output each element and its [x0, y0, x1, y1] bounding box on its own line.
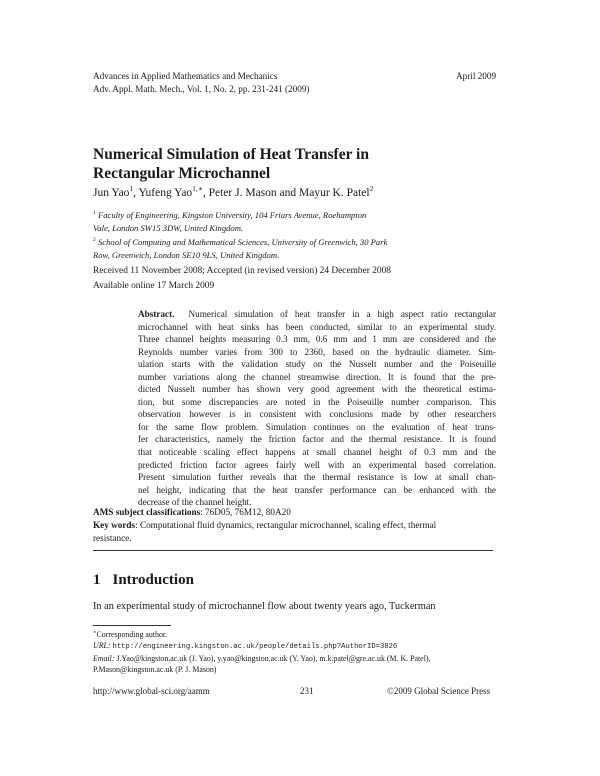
- abstract-text: tion, but some discrepancies are noted in the Poiseuille number comparison. This: [138, 396, 496, 407]
- author-name: Yufeng Yao: [138, 187, 193, 199]
- paper-title-line-2: Rectangular Microchannel: [93, 165, 271, 182]
- keywords-value: : Computational fluid dynamics, rectangular microchannel, scaling effect, thermal: [135, 520, 437, 530]
- abstract-line: [138, 459, 496, 472]
- abstract-label: Abstract.: [138, 309, 175, 319]
- author-separator: and: [276, 187, 300, 199]
- abstract-line: [138, 371, 496, 384]
- abstract-text: that noticeable scaling effect happens at small channel height of 0.3 mm and the: [138, 447, 496, 458]
- paper-title-line-1: Numerical Simulation of Heat Transfer in: [93, 146, 369, 163]
- affil-mark: 2: [93, 237, 96, 244]
- author-separator: ,: [202, 187, 209, 199]
- abstract-line: [138, 396, 496, 409]
- abstract-line: [138, 421, 496, 434]
- abstract-text: Numerical simulation of heat transfer in a high aspect ratio rectangular: [188, 309, 496, 319]
- affil-line: Faculty of Engineering, Kingston University, 104 Friars Avenue, Roehampton: [97, 210, 367, 220]
- affil-mark: 1: [93, 210, 96, 217]
- section-number: 1: [93, 572, 101, 588]
- author-name: Jun Yao: [93, 187, 130, 199]
- corr-mark: ∗: [93, 629, 97, 636]
- keywords-value-cont: resistance.: [93, 532, 132, 543]
- author-name: Peter J. Mason: [208, 187, 277, 199]
- affil-line: Row, Greenwich, London SE10 9LS, United Kingdom.: [93, 250, 280, 260]
- abstract-line: [138, 333, 496, 346]
- abstract-text: for the same flow problem. Simulation continues on the evaluation of heat trans-: [138, 421, 496, 432]
- copyright: ©2009 Global Science Press: [387, 686, 491, 696]
- email-list[interactable]: J.Yao@kingston.ac.uk (J. Yao), y.yao@kingston.ac.uk (Y. Yao), m.k.patel@gre.ac.uk (M. K. Patel),: [116, 654, 431, 663]
- received-date: Received 11 November 2008; Accepted (in revised version) 24 December 2008: [93, 266, 391, 276]
- affiliation-1: [93, 209, 503, 235]
- footer-url[interactable]: http://www.global-sci.org/aamm: [93, 686, 210, 696]
- corresponding-author-note: Corresponding author.: [96, 630, 168, 639]
- abstract-line: [138, 484, 496, 497]
- abstract-line: [138, 358, 496, 371]
- abstract-line: [138, 408, 496, 421]
- abstract-line: [138, 383, 496, 396]
- affil-line: School of Computing and Mathematical Sciences, University of Greenwich, 30 Park: [97, 237, 388, 247]
- abstract-text: Reynolds number varies from 300 to 2360, based on the hydraulic diameter. Sim-: [138, 346, 496, 357]
- author-affil-mark: 2: [369, 184, 374, 194]
- section-heading: [93, 572, 194, 589]
- section-title: Introduction: [112, 572, 194, 588]
- ams-label: AMS subject classifications: [93, 507, 201, 517]
- url-label: URL:: [93, 641, 111, 650]
- author-list: [93, 184, 374, 199]
- abstract-text: number variations along the channel streamwise direction. It is found that the pre-: [138, 371, 496, 382]
- abstract-line: [138, 446, 496, 459]
- affil-line: Vale, London SW15 3DW, United Kingdom.: [93, 223, 244, 233]
- footnotes: [93, 629, 513, 675]
- abstract-text: dicted Nusselt number has shown very good agreement with the theoretical estima-: [138, 384, 496, 395]
- issue-date: April 2009: [456, 71, 497, 81]
- abstract-line: [138, 471, 496, 484]
- keywords-label: Key words: [93, 520, 136, 530]
- abstract-line: [138, 321, 496, 334]
- affiliation-2: [93, 236, 503, 262]
- abstract-text: microchannel with heat sinks has been conducted, similar to an experimental study.: [138, 321, 496, 332]
- online-date: Available online 17 March 2009: [93, 281, 215, 291]
- intro-paragraph: In an experimental study of microchannel flow about twenty years ago, Tuckerman: [93, 601, 436, 612]
- abstract-text: nel height, indicating that the heat transfer performance can be enhanced with the: [138, 484, 496, 495]
- footnote-rule: [93, 625, 171, 626]
- email-label: Email:: [93, 654, 115, 663]
- author-url-link[interactable]: http://engineering.kingston.ac.uk/people/details.php?AuthorID=3826: [112, 643, 398, 651]
- abstract-text: Present simulation further reveals that the thermal resistance is low at small chan-: [138, 472, 496, 483]
- abstract-line: [138, 346, 496, 359]
- abstract-line: [138, 433, 496, 446]
- journal-citation: Adv. Appl. Math. Mech., Vol. 1, No. 2, pp. 231-241 (2009): [93, 84, 310, 94]
- abstract-text: predicted friction factor agrees fairly well with an experimental based correlation.: [138, 459, 496, 470]
- author-affil-mark: 1: [129, 184, 134, 194]
- author-separator: ,: [133, 187, 139, 199]
- author-affil-mark: 1,∗: [192, 184, 203, 194]
- abstract-divider: [93, 550, 493, 551]
- abstract-text: observation however is in consistent with conclusions made by other researchers: [138, 409, 496, 420]
- ams-classifications: [93, 506, 291, 519]
- abstract-text: decrease of the channel height.: [138, 497, 252, 508]
- email-list-cont[interactable]: P.Mason@kingston.ac.uk (P. J. Mason): [93, 665, 217, 674]
- abstract: [138, 308, 496, 509]
- abstract-line: [138, 308, 496, 321]
- abstract-text: ulation starts with the validation study on the Nusselt number and the Poiseuille: [138, 359, 496, 370]
- keywords: [93, 519, 503, 544]
- journal-name: Advances in Applied Mathematics and Mechanics: [93, 71, 278, 81]
- abstract-text: fer characteristics, namely the friction factor and the thermal resistance. It is found: [138, 434, 496, 445]
- abstract-text: Three channel heights measuring 0.3 mm, 0.6 mm and 1 mm are considered and the: [138, 334, 496, 345]
- ams-value: : 76D05, 76M12, 80A20: [200, 507, 291, 517]
- author-name: Mayur K. Patel: [299, 187, 370, 199]
- page-number: 231: [300, 686, 314, 696]
